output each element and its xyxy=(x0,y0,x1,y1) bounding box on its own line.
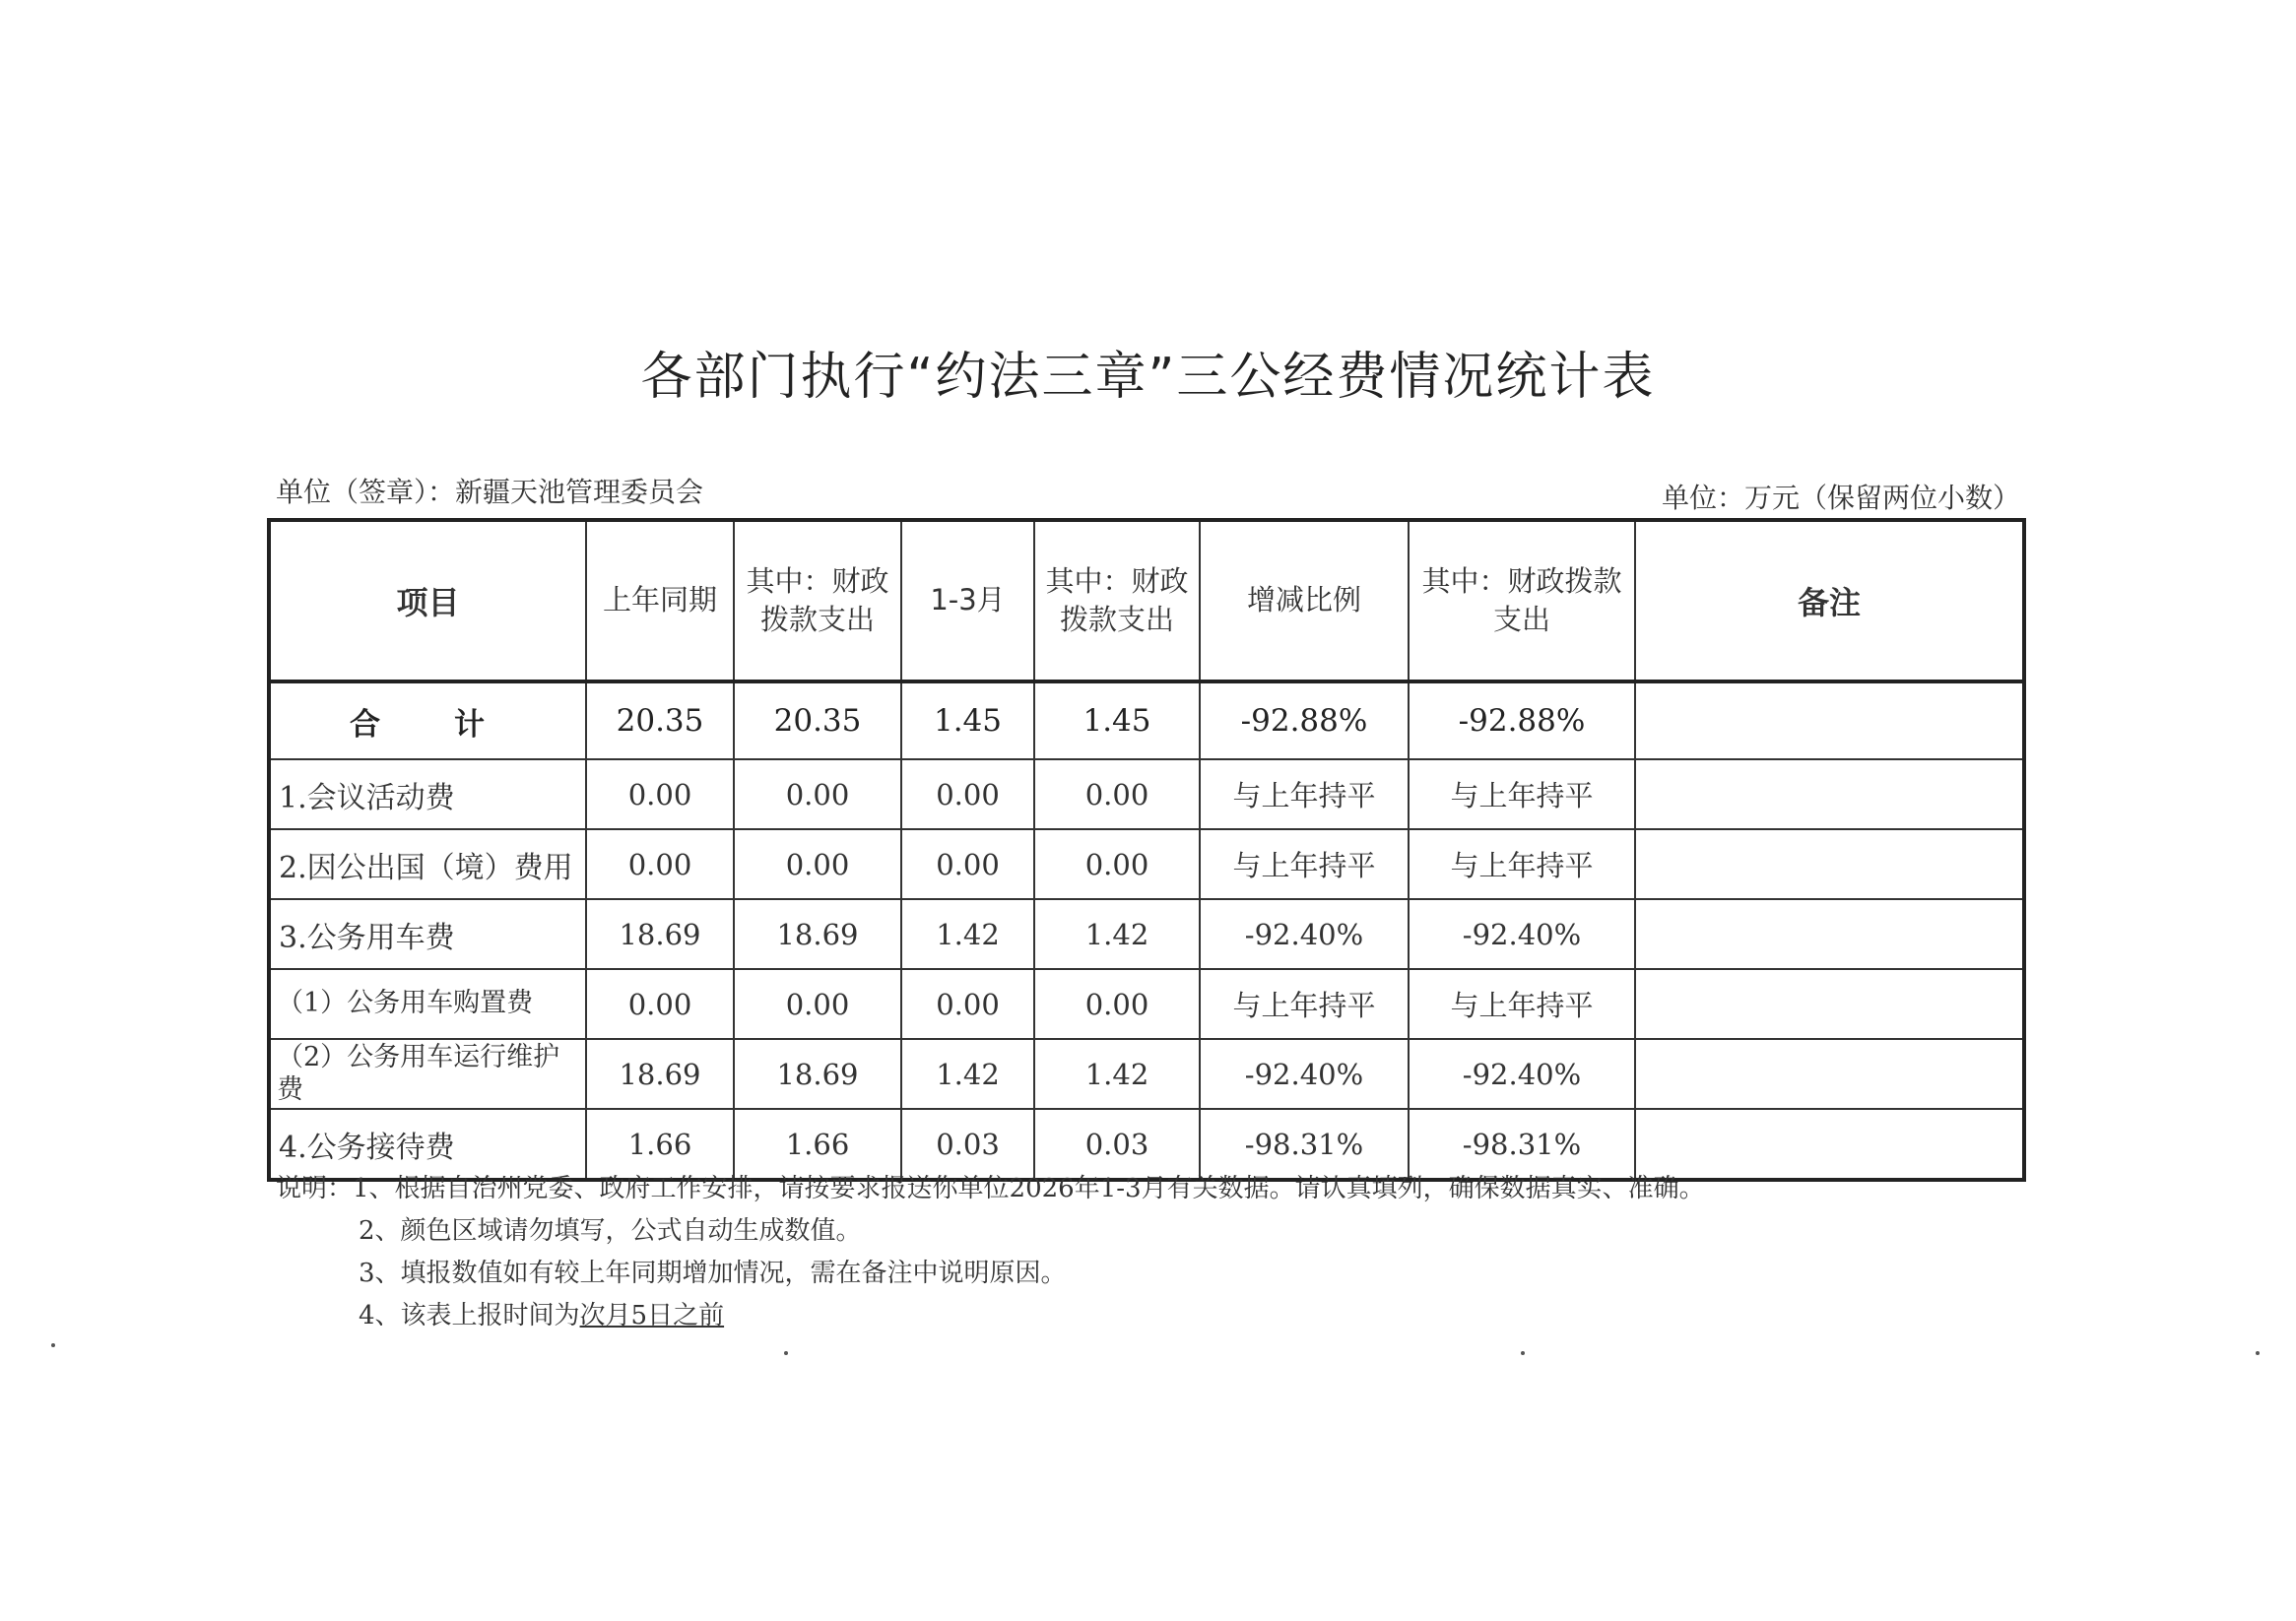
cell-ratio: -92.40% xyxy=(1200,899,1409,969)
cell-prev: 1.66 xyxy=(586,1109,734,1180)
cell-prev: 0.00 xyxy=(586,969,734,1039)
note-line-3: 3、填报数值如有较上年同期增加情况，需在备注中说明原因。 xyxy=(359,1259,1067,1288)
note-line-4-prefix: 4、该表上报时间为 xyxy=(359,1301,580,1330)
cell-prev: 0.00 xyxy=(586,829,734,899)
header-prev-fiscal: 其中：财政拨款支出 xyxy=(734,520,901,681)
cell-current-fiscal: 0.00 xyxy=(1034,759,1200,829)
row-item-label: 2.因公出国（境）费用 xyxy=(269,829,586,899)
cell-prev-fiscal: 18.69 xyxy=(734,1039,901,1109)
cell-ratio-fiscal: 与上年持平 xyxy=(1409,969,1635,1039)
cell-prev-fiscal: 18.69 xyxy=(734,899,901,969)
cell-ratio-fiscal: 与上年持平 xyxy=(1409,829,1635,899)
note-line-4-deadline: 次月5日之前 xyxy=(579,1301,725,1330)
cell-ratio: 与上年持平 xyxy=(1200,829,1409,899)
note-line-4 xyxy=(276,1295,2049,1337)
cell-ratio-fiscal: -98.31% xyxy=(1409,1109,1635,1180)
cell-prev-fiscal: 0.00 xyxy=(734,829,901,899)
scan-speck xyxy=(51,1343,55,1347)
table-row xyxy=(269,969,2024,1039)
cell-ratio-fiscal: -92.40% xyxy=(1409,899,1635,969)
cell-current-fiscal: 0.00 xyxy=(1034,829,1200,899)
cell-ratio: -98.31% xyxy=(1200,1109,1409,1180)
row-item-label: 4.公务接待费 xyxy=(269,1109,586,1180)
cell-prev-fiscal: 20.35 xyxy=(734,681,901,759)
row-item-label: 合 计 xyxy=(269,681,586,759)
cell-ratio: -92.40% xyxy=(1200,1039,1409,1109)
header-prev-period: 上年同期 xyxy=(586,520,734,681)
cell-ratio-fiscal: 与上年持平 xyxy=(1409,759,1635,829)
cell-current-fiscal: 1.42 xyxy=(1034,1039,1200,1109)
header-remarks: 备注 xyxy=(1635,520,2024,681)
currency-unit-label: 单位：万元（保留两位小数） xyxy=(1661,482,2020,514)
cell-current: 0.00 xyxy=(901,829,1034,899)
scan-speck xyxy=(1521,1351,1525,1355)
header-change-ratio: 增减比例 xyxy=(1200,520,1409,681)
cell-ratio: -92.88% xyxy=(1200,681,1409,759)
header-item: 项目 xyxy=(269,520,586,681)
page-title: 各部门执行“约法三章”三公经费情况统计表 xyxy=(640,348,1656,407)
header-change-fiscal: 其中：财政拨款支出 xyxy=(1409,520,1635,681)
table-row xyxy=(269,829,2024,899)
note-line-1: 说明：1、根据自治州党委、政府工作安排，请按要求报送你单位2026年1-3月有关数据。请认真填列，确保数据真实、准确。 xyxy=(276,1174,1705,1203)
cell-ratio: 与上年持平 xyxy=(1200,969,1409,1039)
row-item-label: 3.公务用车费 xyxy=(269,899,586,969)
table-row-total xyxy=(269,681,2024,759)
reporting-unit-label: 单位（签章）：新疆天池管理委员会 xyxy=(276,476,704,508)
cell-remark xyxy=(1635,1039,2024,1109)
cell-current: 0.00 xyxy=(901,969,1034,1039)
row-item-label: 1.会议活动费 xyxy=(269,759,586,829)
header-current-period: 1-3月 xyxy=(901,520,1034,681)
note-line-2: 2、颜色区域请勿填写，公式自动生成数值。 xyxy=(359,1216,862,1246)
cell-current-fiscal: 0.00 xyxy=(1034,969,1200,1039)
cell-current-fiscal: 1.45 xyxy=(1034,681,1200,759)
expense-statistics-table xyxy=(267,518,2026,1182)
cell-current-fiscal: 1.42 xyxy=(1034,899,1200,969)
cell-remark xyxy=(1635,681,2024,759)
cell-remark xyxy=(1635,899,2024,969)
cell-prev-fiscal: 0.00 xyxy=(734,969,901,1039)
table-row xyxy=(269,899,2024,969)
table-row xyxy=(269,1039,2024,1109)
cell-current: 1.45 xyxy=(901,681,1034,759)
cell-remark xyxy=(1635,759,2024,829)
cell-current: 0.03 xyxy=(901,1109,1034,1180)
cell-current: 1.42 xyxy=(901,1039,1034,1109)
cell-remark xyxy=(1635,969,2024,1039)
cell-ratio-fiscal: -92.88% xyxy=(1409,681,1635,759)
cell-current-fiscal: 0.03 xyxy=(1034,1109,1200,1180)
cell-prev-fiscal: 1.66 xyxy=(734,1109,901,1180)
row-item-label: （2）公务用车运行维护费 xyxy=(269,1039,586,1109)
scan-speck xyxy=(2256,1351,2260,1355)
cell-current: 0.00 xyxy=(901,759,1034,829)
row-item-label: （1）公务用车购置费 xyxy=(269,969,586,1039)
cell-prev: 20.35 xyxy=(586,681,734,759)
notes-section xyxy=(276,1168,2049,1337)
header-current-fiscal: 其中：财政拨款支出 xyxy=(1034,520,1200,681)
cell-ratio: 与上年持平 xyxy=(1200,759,1409,829)
cell-ratio-fiscal: -92.40% xyxy=(1409,1039,1635,1109)
cell-prev: 0.00 xyxy=(586,759,734,829)
table-row xyxy=(269,759,2024,829)
cell-current: 1.42 xyxy=(901,899,1034,969)
cell-prev: 18.69 xyxy=(586,899,734,969)
cell-prev-fiscal: 0.00 xyxy=(734,759,901,829)
cell-prev: 18.69 xyxy=(586,1039,734,1109)
cell-remark xyxy=(1635,829,2024,899)
scan-speck xyxy=(784,1351,788,1355)
table-header-row xyxy=(269,520,2024,681)
